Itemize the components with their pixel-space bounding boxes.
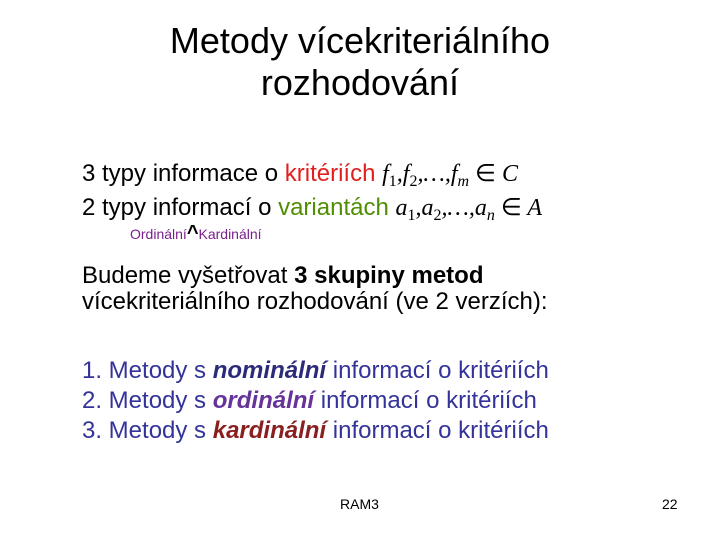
variants-info-prefix: 2 typy informací o <box>82 194 279 221</box>
methods-intro <box>82 262 548 316</box>
criteria-formula: $f_1,f_2,\dots,f_m$ ∈ C <box>382 161 518 190</box>
criteria-info-prefix: 3 typy informace o <box>82 160 285 187</box>
methods-list <box>82 356 549 446</box>
methods-intro-bold: 3 skupiny metod <box>294 262 484 289</box>
slide-title-line-1: Metody vícekriteriálního <box>169 20 551 61</box>
nominal-keyword: nominální <box>212 357 327 384</box>
footer-label: RAM3 <box>340 496 379 512</box>
page-number: 22 <box>662 496 678 512</box>
cardinal-keyword: kardinální <box>212 417 327 444</box>
criteria-info-line <box>82 160 518 188</box>
cardinal-label: Kardinální <box>198 226 262 242</box>
methods-intro-line-1: Budeme vyšetřovat 3 skupiny metod <box>82 262 484 289</box>
ordinal-keyword: ordinální <box>212 387 315 414</box>
list-item: 1. Metody s nominální informací o kritériích <box>82 357 549 384</box>
list-item: 3. Metody s kardinální informací o kritériích <box>82 417 549 444</box>
criteria-keyword: kritériích <box>284 160 376 187</box>
methods-intro-line-2: vícekriteriálního rozhodování (ve 2 verzích): <box>82 288 548 315</box>
caret-symbol: ^ <box>186 222 199 244</box>
variants-info-line <box>82 194 542 222</box>
slide-title <box>0 20 720 104</box>
variants-formula: $a_1,a_2,\dots,a_n$ ∈ A <box>395 195 542 224</box>
ordinal-label: Ordinální <box>130 226 187 242</box>
list-item: 2. Metody s ordinální informací o kritériích <box>82 387 537 414</box>
variants-keyword: variantách <box>278 194 389 221</box>
slide-title-line-2: rozhodování <box>260 62 460 103</box>
scale-labels <box>130 222 262 245</box>
